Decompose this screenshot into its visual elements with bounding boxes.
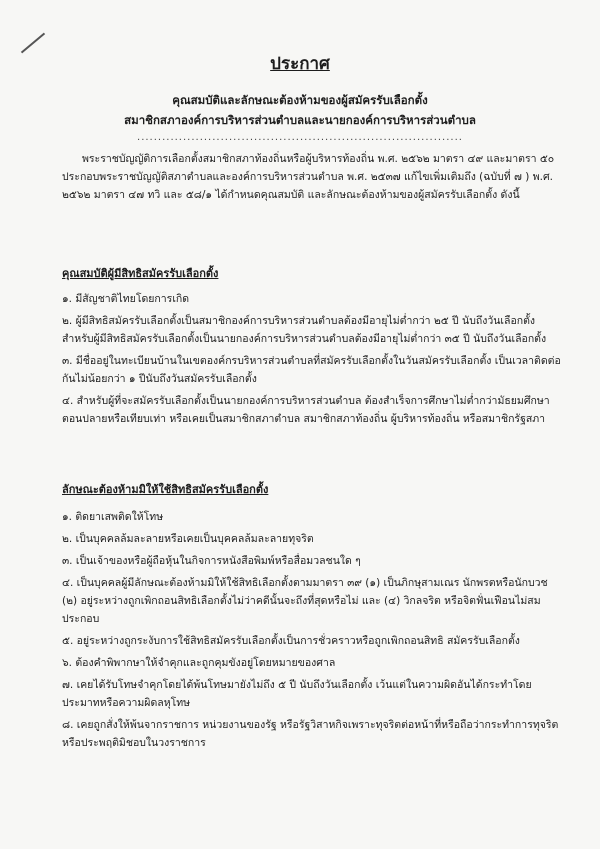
list-item: ๑. มีสัญชาติไทยโดยการเกิด <box>62 293 190 305</box>
subtitle-2: สมาชิกสภาองค์การบริหารส่วนตำบลและนายกองค์การบริหารส่วนตำบล <box>124 113 476 127</box>
intro-paragraph: พระราชบัญญัติการเลือกตั้งสมาชิกสภาท้องถิ่นหรือผู้บริหารท้องถิ่น พ.ศ. ๒๕๖๒ มาตรา ๔๙ และมาตรา ๕๐ ประกอบพระราชบัญญัติสภาตำบลและองค์การบริหารส่วนตำบล พ.ศ. ๒๕๓๗ แก้ไขเพิ่มเติมถึง (ฉบับที่ ๗ ) พ.ศ. ๒๕๖๒ มาตรา ๔๗ ทวิ และ ๕๘/๑ ได้กำหนดคุณสมบัติ และลักษณะต้องห้ามของผู้สมัครรับเลือกตั้ง ดังนี้ <box>62 153 555 201</box>
list-item: ๑. ติดยาเสพติดให้โทษ <box>62 511 164 523</box>
list-item: ๔. สำหรับผู้ที่จะสมัครรับเลือกตั้งเป็นนายกองค์การบริหารส่วนตำบล ต้องสำเร็จการศึกษาไม่ต่ำกว่ามัธยมศึกษาตอนปลายหรือเทียบเท่า หรือเคยเป็นสมาชิกสภาตำบล สมาชิกสภาท้องถิ่น ผู้บริหารท้องถิ่น หรือสมาชิกรัฐสภา <box>62 395 550 425</box>
list-item: ๓. มีชื่ออยู่ในทะเบียนบ้านในเขตองค์กรบริหารส่วนตำบลที่สมัครรับเลือกตั้งในวันสมัครรับเลือกตั้ง เป็นเวลาติดต่อกันไม่น้อยกว่า ๑ ปีนับถึงวันสมัครรับเลือกตั้ง <box>62 355 561 385</box>
qualifications-heading: คุณสมบัติผู้มีสิทธิสมัครรับเลือกตั้ง <box>62 267 219 280</box>
list-item: ๓. เป็นเจ้าของหรือผู้ถือหุ้นในกิจการหนังสือพิมพ์หรือสื่อมวลชนใด ๆ <box>62 555 361 567</box>
list-item: ๖. ต้องคำพิพากษาให้จำคุกและถูกคุมขังอยู่โดยหมายของศาล <box>62 657 336 669</box>
list-item: ๒. ผู้มีสิทธิสมัครรับเลือกตั้งเป็นสมาชิกองค์การบริหารส่วนตำบลต้องมีอายุไม่ต่ำกว่า ๒๕ ปี นับถึงวันเลือกตั้ง สำหรับผู้มีสิทธิสมัครรับเลือกตั้งเป็นนายกองค์การบริหารส่วนตำบลต้องมีอายุไม่ต่ำกว่า ๓๕ ปี นับถึงวันเลือกตั้ง <box>62 315 547 345</box>
list-item: ๒. เป็นบุคคลล้มละลายหรือเคยเป็นบุคคลล้มละลายทุจริต <box>62 533 314 545</box>
divider: .............................................................................. <box>137 132 463 143</box>
list-item: ๕. อยู่ระหว่างถูกระงับการใช้สิทธิสมัครรับเลือกตั้งเป็นการชั่วคราวหรือถูกเพิกถอนสิทธิ สมัครรับเลือกตั้ง <box>62 635 520 647</box>
list-item: ๗. เคยได้รับโทษจำคุกโดยได้พ้นโทษมายังไม่ถึง ๕ ปี นับถึงวันเลือกตั้ง เว้นแต่ในความผิดอันได้กระทำโดยประมาทหรือความผิดลหุโทษ <box>62 679 532 709</box>
list-item: ๔. เป็นบุคคลผู้มีลักษณะต้องห้ามมิให้ใช้สิทธิเลือกตั้งตามมาตรา ๓๙ (๑) เป็นภิกษุสามเณร นักพรตหรือนักบวช (๒) อยู่ระหว่างถูกเพิกถอนสิทธิเลือกตั้งไม่ว่าคดีนั้นจะถึงที่สุดหรือไม่ และ (๔) วิกลจริต หรือจิตฟั่นเฟือนไม่สมประกอบ <box>62 577 548 625</box>
subtitle-1: คุณสมบัติและลักษณะต้องห้ามของผู้สมัครรับเลือกตั้ง <box>172 93 428 107</box>
list-item: ๘. เคยถูกสั่งให้พ้นจากราชการ หน่วยงานของรัฐ หรือรัฐวิสาหกิจเพราะทุจริตต่อหน้าที่หรือถือว่ากระทำการทุจริตหรือประพฤติมิชอบในวงราชการ <box>62 719 559 749</box>
prohibitions-list <box>62 508 562 756</box>
prohibitions-heading: ลักษณะต้องห้ามมิให้ใช้สิทธิสมัครรับเลือกตั้ง <box>62 483 269 496</box>
page-title: ประกาศ <box>270 54 330 74</box>
qualifications-list <box>62 290 562 432</box>
